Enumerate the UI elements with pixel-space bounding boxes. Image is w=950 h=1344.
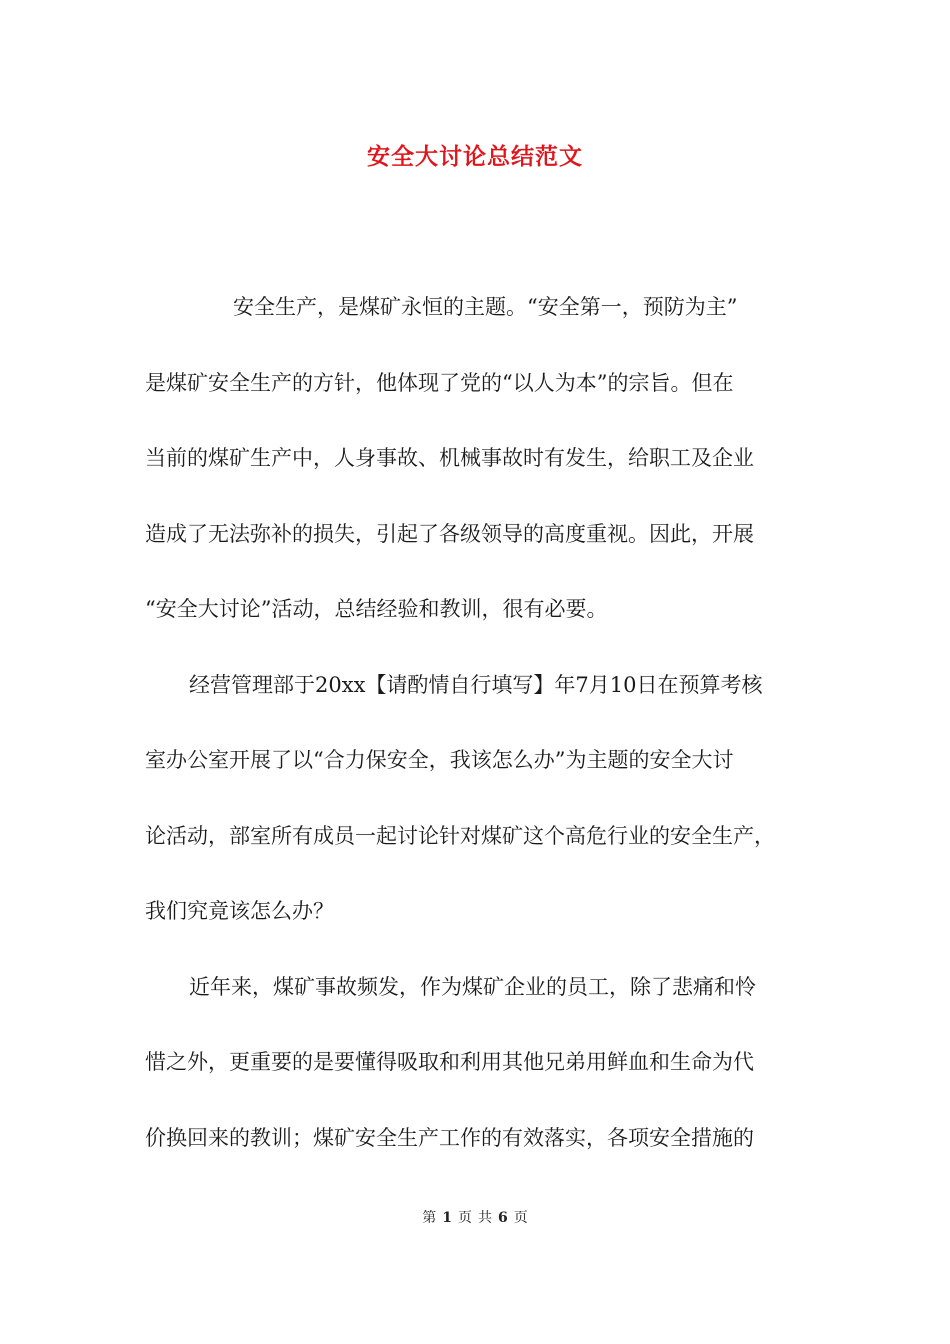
paragraph-line: 经营管理部于20xx【请酌情自行填写】年7月10日在预算考核: [189, 672, 763, 697]
paragraph-line: 价换回来的教训；煤矿安全生产工作的有效落实，各项安全措施的: [145, 1125, 754, 1150]
document-body: [145, 270, 825, 1176]
footer-total-pages: 6: [498, 1210, 508, 1226]
document-title: 安全大讨论总结范文: [367, 143, 583, 170]
footer-page-number: 1: [442, 1210, 452, 1226]
paragraph-line: 论活动，部室所有成员一起讨论针对煤矿这个高危行业的安全生产，: [145, 823, 775, 848]
paragraph-line: 惜之外，更重要的是要懂得吸取和利用其他兄弟用鲜血和生命为代: [145, 1050, 754, 1074]
footer-suffix: 页: [513, 1210, 528, 1226]
footer-mid2: 共: [478, 1210, 492, 1226]
footer-prefix: 第: [422, 1210, 437, 1226]
paragraph-line: 近年来，煤矿事故频发，作为煤矿企业的员工，除了悲痛和怜: [189, 974, 756, 999]
paragraph-line: 造成了无法弥补的损失，引起了各级领导的高度重视。因此，开展: [145, 521, 754, 546]
paragraph-line: 当前的煤矿生产中，人身事故、机械事故时有发生，给职工及企业: [145, 446, 754, 470]
paragraph-line: 室办公室开展了以“合力保安全，我该怎么办”为主题的安全大讨: [145, 748, 734, 772]
footer-mid1: 页: [458, 1210, 472, 1226]
paragraph-line: 我们究竟该怎么办？: [145, 899, 334, 923]
paragraph-line: “安全大讨论”活动，总结经验和教训，很有必要。: [145, 597, 608, 621]
page-footer: [0, 1207, 950, 1227]
paragraph-line: 是煤矿安全生产的方针，他体现了党的“以人为本”的宗旨。但在: [145, 370, 734, 395]
paragraph-line: 安全生产，是煤矿永恒的主题。“安全第一，预防为主”: [233, 295, 738, 319]
